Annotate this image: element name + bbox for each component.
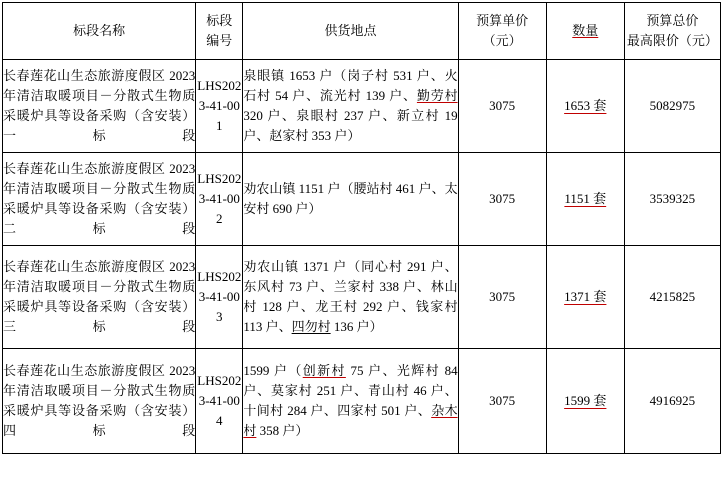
column-header-quantity-line1: 数量 [572, 22, 599, 38]
column-header-code-line2: 编号 [206, 33, 233, 48]
supply-location-part: 1599 户（ [243, 362, 303, 378]
cell-quantity [546, 60, 624, 153]
column-header-name [3, 3, 196, 60]
column-header-quantity [546, 3, 624, 60]
quantity-value: 1371 套 [564, 288, 607, 304]
cell-section-name: 长春莲花山生态旅游度假区 2023 年清洁取暖项目－分散式生物质采暖炉具等设备采购（含安装）一标段 [3, 60, 196, 153]
column-header-place [243, 3, 458, 60]
column-header-total-price-line2: 最高限价（元） [626, 33, 718, 48]
table-header [3, 3, 721, 60]
table-row [3, 246, 721, 349]
cell-section-name: 长春莲花山生态旅游度假区 2023 年清洁取暖项目－分散式生物质采暖炉具等设备采购（含安装）二标段 [3, 153, 196, 246]
supply-location-part: 75 户、光辉村 84 户、莫家村 251 户、青山村 46 户、十间村 284 户、四家村 501 户、 [243, 362, 458, 418]
document-page [0, 2, 723, 481]
table-row [3, 153, 721, 246]
bid-sections-table [2, 2, 721, 454]
cell-total-price: 5082975 [624, 60, 720, 153]
cell-supply-location [243, 349, 458, 454]
column-header-unit-price-line1: 预算单价 [476, 12, 529, 28]
cell-unit-price: 3075 [458, 60, 546, 153]
cell-total-price: 3539325 [624, 153, 720, 246]
cell-quantity [546, 349, 624, 454]
column-header-name-line1: 标段名称 [73, 22, 126, 38]
column-header-unit-price [458, 3, 546, 60]
quantity-value: 1653 套 [564, 97, 607, 113]
cell-quantity [546, 246, 624, 349]
cell-section-name: 长春莲花山生态旅游度假区 2023 年清洁取暖项目－分散式生物质采暖炉具等设备采购（含安装）三标段 [3, 246, 196, 349]
cell-quantity [546, 153, 624, 246]
supply-location-part: 杂木村 [243, 403, 458, 439]
cell-section-name: 长春莲花山生态旅游度假区 2023 年清洁取暖项目－分散式生物质采暖炉具等设备采购（含安装）四标段 [3, 349, 196, 454]
header-row [3, 3, 721, 60]
table-body [3, 60, 721, 454]
cell-unit-price: 3075 [458, 349, 546, 454]
quantity-value: 1599 套 [564, 392, 607, 408]
supply-location-part: 勤劳村 [416, 87, 458, 103]
column-header-total-price [624, 3, 720, 60]
cell-section-code: LHS2023-41-001 [196, 60, 243, 153]
column-header-total-price-line1: 预算总价 [646, 12, 699, 28]
supply-location-part: 四勿村 [291, 319, 331, 335]
table-row [3, 349, 721, 454]
column-header-place-line1: 供货地点 [324, 22, 377, 38]
column-header-code [196, 3, 243, 60]
cell-unit-price: 3075 [458, 246, 546, 349]
cell-total-price: 4215825 [624, 246, 720, 349]
supply-location-part: 劝农山镇 1151 户（腰站村 461 户、太安村 690 户） [243, 180, 458, 216]
cell-section-code: LHS2023-41-004 [196, 349, 243, 454]
cell-section-code: LHS2023-41-002 [196, 153, 243, 246]
supply-location-part: 创新村 [302, 362, 346, 378]
supply-location-part: 320 户、泉眼村 237 户、新立村 19 户、赵家村 353 户） [243, 108, 458, 144]
cell-unit-price: 3075 [458, 153, 546, 246]
supply-location-part: 136 户） [330, 319, 383, 335]
quantity-value: 1151 套 [564, 190, 607, 206]
supply-location-part: 泉眼镇 1653 户（岗子村 531 户、火石村 54 户、流光村 139 户、 [243, 67, 458, 103]
supply-location-part: 劝农山镇 1371 户（同心村 291 户、东风村 73 户、兰家村 338 户、林山村 128 户、龙王村 292 户、钱家村 113 户、 [243, 258, 458, 335]
cell-section-code: LHS2023-41-003 [196, 246, 243, 349]
cell-supply-location [243, 246, 458, 349]
cell-total-price: 4916925 [624, 349, 720, 454]
supply-location-part: 358 户） [256, 423, 309, 439]
table-row [3, 60, 721, 153]
cell-supply-location [243, 153, 458, 246]
column-header-unit-price-line2: （元） [482, 33, 522, 48]
column-header-code-line1: 标段 [206, 12, 233, 28]
cell-supply-location [243, 60, 458, 153]
